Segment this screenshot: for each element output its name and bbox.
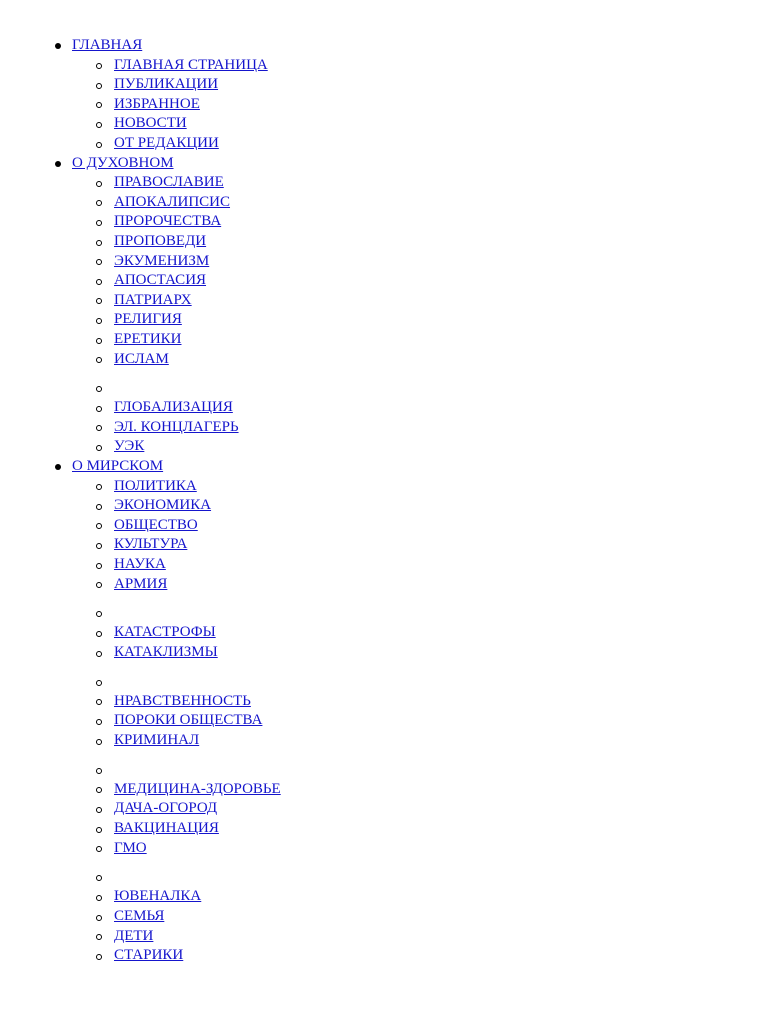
- submenu-link-politika[interactable]: ПОЛИТИКА: [114, 477, 197, 494]
- disc-bullet-icon: [55, 161, 61, 167]
- submenu-item: [72, 496, 768, 516]
- submenu-item: [72, 692, 768, 712]
- circle-bullet-icon: [96, 259, 102, 265]
- submenu-glavnaya: [72, 56, 768, 154]
- submenu-item: [72, 114, 768, 134]
- submenu-link-novosti[interactable]: НОВОСТИ: [114, 115, 187, 132]
- submenu-link-obshchestvo[interactable]: ОБЩЕСТВО: [114, 516, 198, 533]
- submenu-link-deti[interactable]: ДЕТИ: [114, 927, 154, 944]
- circle-bullet-icon: [96, 484, 102, 490]
- submenu-link-patriarh[interactable]: ПАТРИАРХ: [114, 291, 192, 308]
- circle-bullet-icon: [96, 338, 102, 344]
- circle-bullet-icon: [96, 543, 102, 549]
- circle-bullet-icon: [96, 220, 102, 226]
- disc-bullet-icon: [55, 43, 61, 49]
- circle-bullet-icon: [96, 915, 102, 921]
- circle-bullet-icon: [96, 895, 102, 901]
- submenu-item: [72, 711, 768, 731]
- submenu-link-uek[interactable]: УЭК: [114, 438, 145, 455]
- circle-bullet-icon: [96, 807, 102, 813]
- submenu-item: [72, 887, 768, 907]
- circle-bullet-icon: [96, 386, 102, 392]
- circle-bullet-icon: [96, 102, 102, 108]
- circle-bullet-icon: [96, 445, 102, 451]
- submenu-item: [72, 575, 768, 595]
- disc-bullet-icon: [55, 464, 61, 470]
- circle-bullet-icon: [96, 651, 102, 657]
- circle-bullet-icon: [96, 240, 102, 246]
- submenu-link-medicina-zdorove[interactable]: МЕДИЦИНА-ЗДОРОВЬЕ: [114, 780, 281, 797]
- submenu-item: [72, 75, 768, 95]
- submenu-item: [72, 271, 768, 291]
- submenu-item: [72, 134, 768, 154]
- submenu-item-empty: [72, 663, 768, 692]
- submenu-link-izbrannoe[interactable]: ИЗБРАННОЕ: [114, 95, 200, 112]
- submenu-item: [72, 839, 768, 859]
- menu-link-glavnaya[interactable]: ГЛАВНАЯ: [72, 37, 143, 53]
- submenu-item: [72, 252, 768, 272]
- submenu-item-empty: [72, 858, 768, 887]
- submenu-item: [72, 350, 768, 370]
- submenu-link-stariki[interactable]: СТАРИКИ: [114, 947, 184, 964]
- submenu-link-poroki-obshchestva[interactable]: ПОРОКИ ОБЩЕСТВА: [114, 712, 263, 729]
- submenu-item-empty: [72, 369, 768, 398]
- submenu-item: [72, 643, 768, 663]
- submenu-link-yuvenalka[interactable]: ЮВЕНАЛКА: [114, 888, 202, 905]
- main-menu: [0, 36, 768, 966]
- submenu-link-kultura[interactable]: КУЛЬТУРА: [114, 536, 188, 553]
- circle-bullet-icon: [96, 934, 102, 940]
- submenu-link-kriminal[interactable]: КРИМИНАЛ: [114, 731, 200, 748]
- menu-section-o-duhovnom: [0, 154, 768, 458]
- submenu-link-propovedi[interactable]: ПРОПОВЕДИ: [114, 232, 207, 249]
- submenu-item: [72, 799, 768, 819]
- submenu-item-empty: [72, 594, 768, 623]
- circle-bullet-icon: [96, 680, 102, 686]
- submenu-item: [72, 173, 768, 193]
- submenu-item: [72, 437, 768, 457]
- circle-bullet-icon: [96, 739, 102, 745]
- submenu-link-publikacii[interactable]: ПУБЛИКАЦИИ: [114, 76, 219, 93]
- submenu-item: [72, 907, 768, 927]
- circle-bullet-icon: [96, 631, 102, 637]
- menu-section-glavnaya: [0, 36, 768, 154]
- circle-bullet-icon: [96, 875, 102, 881]
- submenu-link-islam[interactable]: ИСЛАМ: [114, 350, 169, 367]
- submenu-item: [72, 212, 768, 232]
- submenu-link-apostasiya[interactable]: АПОСТАСИЯ: [114, 272, 207, 289]
- circle-bullet-icon: [96, 827, 102, 833]
- submenu-item: [72, 95, 768, 115]
- submenu-item: [72, 56, 768, 76]
- circle-bullet-icon: [96, 83, 102, 89]
- circle-bullet-icon: [96, 954, 102, 960]
- submenu-item: [72, 780, 768, 800]
- circle-bullet-icon: [96, 699, 102, 705]
- submenu-link-ekumenizm[interactable]: ЭКУМЕНИЗМ: [114, 252, 210, 269]
- submenu-item: [72, 731, 768, 751]
- submenu-item: [72, 398, 768, 418]
- circle-bullet-icon: [96, 279, 102, 285]
- submenu-item: [72, 310, 768, 330]
- submenu-link-semya[interactable]: СЕМЬЯ: [114, 907, 165, 924]
- menu-link-o-mirskom[interactable]: О МИРСКОМ: [72, 458, 164, 475]
- submenu-link-globalizaciya[interactable]: ГЛОБАЛИЗАЦИЯ: [114, 399, 233, 416]
- submenu-link-glavnaya-stranica[interactable]: ГЛАВНАЯ СТРАНИЦА: [114, 56, 268, 73]
- circle-bullet-icon: [96, 611, 102, 617]
- circle-bullet-icon: [96, 406, 102, 412]
- submenu-link-armiya[interactable]: АРМИЯ: [114, 575, 168, 592]
- menu-link-o-duhovnom[interactable]: О ДУХОВНОМ: [72, 154, 174, 171]
- submenu-item: [72, 623, 768, 643]
- circle-bullet-icon: [96, 768, 102, 774]
- menu-section-o-mirskom: [0, 457, 768, 966]
- circle-bullet-icon: [96, 719, 102, 725]
- circle-bullet-icon: [96, 318, 102, 324]
- submenu-link-eretiki[interactable]: ЕРЕТИКИ: [114, 330, 182, 347]
- submenu-link-apokalipsis[interactable]: АПОКАЛИПСИС: [114, 193, 231, 210]
- submenu-item: [72, 193, 768, 213]
- submenu-item: [72, 819, 768, 839]
- submenu-item-empty: [72, 751, 768, 780]
- submenu-link-gmo[interactable]: ГМО: [114, 839, 147, 856]
- submenu-link-prorochestva[interactable]: ПРОРОЧЕСТВА: [114, 213, 222, 230]
- submenu-link-vakcinaciya[interactable]: ВАКЦИНАЦИЯ: [114, 819, 219, 836]
- submenu-item: [72, 946, 768, 966]
- circle-bullet-icon: [96, 563, 102, 569]
- circle-bullet-icon: [96, 142, 102, 148]
- circle-bullet-icon: [96, 504, 102, 510]
- submenu-item: [72, 555, 768, 575]
- circle-bullet-icon: [96, 787, 102, 793]
- circle-bullet-icon: [96, 122, 102, 128]
- submenu-o-mirskom: [72, 477, 768, 966]
- submenu-link-dacha-ogorod[interactable]: ДАЧА-ОГОРОД: [114, 800, 218, 817]
- submenu-link-pravoslavie[interactable]: ПРАВОСЛАВИЕ: [114, 174, 224, 191]
- circle-bullet-icon: [96, 298, 102, 304]
- circle-bullet-icon: [96, 63, 102, 69]
- submenu-item: [72, 291, 768, 311]
- submenu-link-el-konclager[interactable]: ЭЛ. КОНЦЛАГЕРЬ: [114, 418, 239, 435]
- submenu-item: [72, 927, 768, 947]
- submenu-link-religiya[interactable]: РЕЛИГИЯ: [114, 311, 182, 328]
- circle-bullet-icon: [96, 846, 102, 852]
- submenu-item: [72, 418, 768, 438]
- circle-bullet-icon: [96, 181, 102, 187]
- submenu-item: [72, 232, 768, 252]
- circle-bullet-icon: [96, 425, 102, 431]
- submenu-item: [72, 477, 768, 497]
- submenu-item: [72, 330, 768, 350]
- submenu-link-katastrofy[interactable]: КАТАСТРОФЫ: [114, 624, 216, 641]
- submenu-link-kataklizmy[interactable]: КАТАКЛИЗМЫ: [114, 644, 218, 660]
- circle-bullet-icon: [96, 582, 102, 588]
- circle-bullet-icon: [96, 523, 102, 529]
- submenu-item: [72, 516, 768, 536]
- submenu-link-ot-redakcii[interactable]: ОТ РЕДАКЦИИ: [114, 134, 219, 151]
- submenu-link-ekonomika[interactable]: ЭКОНОМИКА: [114, 497, 212, 514]
- submenu-item: [72, 535, 768, 555]
- submenu-o-duhovnom: [72, 173, 768, 457]
- circle-bullet-icon: [96, 357, 102, 363]
- submenu-link-nravstvennost[interactable]: НРАВСТВЕННОСТЬ: [114, 692, 251, 709]
- circle-bullet-icon: [96, 200, 102, 206]
- submenu-link-nauka[interactable]: НАУКА: [114, 556, 166, 573]
